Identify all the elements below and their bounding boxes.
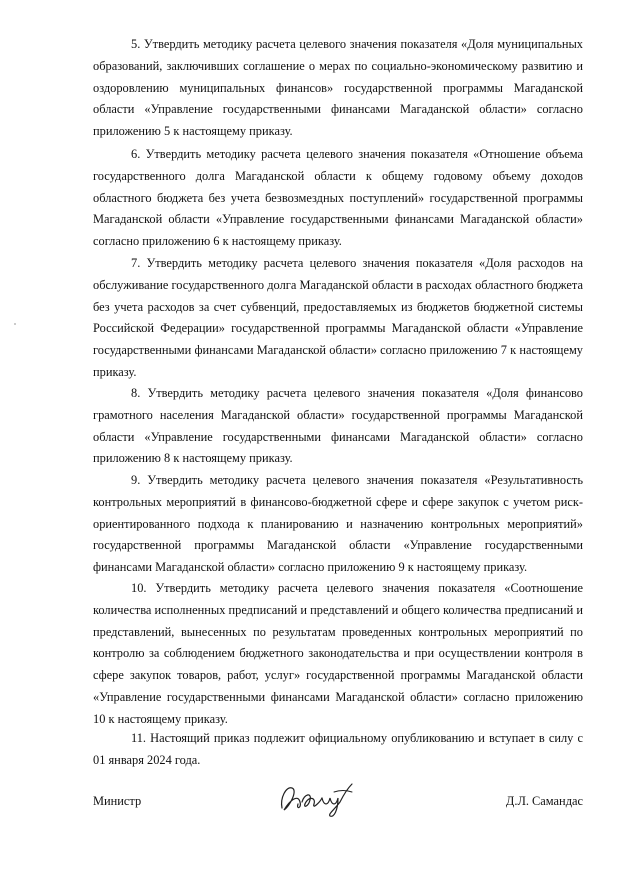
handwritten-signature bbox=[276, 780, 356, 820]
signature-block bbox=[93, 786, 583, 836]
signatory-title: Министр bbox=[93, 794, 142, 808]
paragraph-11: 11. Настоящий приказ подлежит официальному опубликованию и вступает в силу с 01 января 2024 года. bbox=[93, 731, 583, 767]
paragraph-7: 7. Утвердить методику расчета целевого значения показателя «Доля расходов на обслуживание государственного долга Магаданской области в расходах областного бюджета без учета расходов за счет субвенций, предоставляемых из бюджетов бюджетной системы Российской Федерации» государственной программы Магаданской области «Управление государственными финансами Магаданской области» согласно приложению 7 к настоящему приказу. bbox=[93, 256, 583, 379]
signatory-name: Д.Л. Самандас bbox=[505, 794, 583, 808]
scan-speck bbox=[14, 323, 16, 325]
paragraph-10: 10. Утвердить методику расчета целевого значения показателя «Соотношение количества исполненных предписаний и представлений и общего количества предписаний и представлений, вынесенных по результатам проведенных контрольных мероприятий по контролю за соблюдением бюджетного законодательства и при осуществлении контроля в сфере закупок товаров, работ, услуг» государственной программы Магаданской области «Управление государственными финансами Магаданской области» согласно приложению 10 к настоящему приказу. bbox=[93, 581, 583, 726]
paragraph-9: 9. Утвердить методику расчета целевого значения показателя «Результативность контрольных мероприятий в финансово-бюджетной сфере и сфере закупок с учетом риск-ориентированного подхода к планированию и назначению контрольных мероприятий» государственной программы Магаданской области «Управление государственными финансами Магаданской области» согласно приложению 9 к настоящему приказу. bbox=[93, 473, 583, 575]
paragraph-6: 6. Утвердить методику расчета целевого значения показателя «Отношение объема государственного долга Магаданской области к общему годовому объему доходов областного бюджета без учета безвозмездных поступлений» государственной программы Магаданской области «Управление государственными финансами Магаданской области» согласно приложению 6 к настоящему приказу. bbox=[93, 147, 583, 249]
paragraph-5: 5. Утвердить методику расчета целевого значения показателя «Доля муниципальных образований, заключивших соглашение о мерах по социально-экономическому развитию и оздоровлению муниципальных финансов» государственной программы Магаданской области «Управление государственными финансами Магаданской области» согласно приложению 5 к настоящему приказу. bbox=[93, 37, 583, 139]
paragraph-8: 8. Утвердить методику расчета целевого значения показателя «Доля финансово грамотного населения Магаданской области» государственной программы Магаданской области «Управление государственными финансами Магаданской области» согласно приложению 8 к настоящему приказу. bbox=[93, 386, 583, 466]
